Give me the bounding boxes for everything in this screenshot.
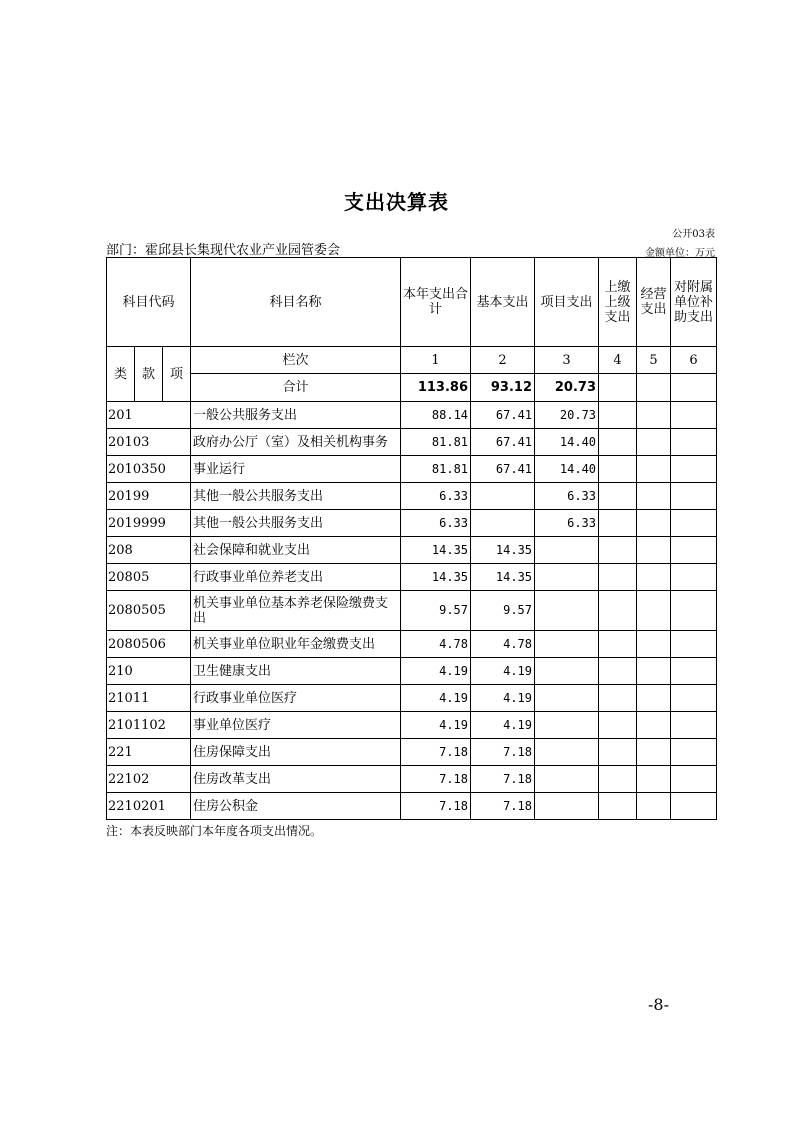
- header-name: 科目名称: [191, 258, 401, 347]
- row-total: 6.33: [401, 483, 471, 510]
- table-row: [107, 564, 717, 591]
- total-label: 合计: [191, 374, 401, 402]
- total-project: 20.73: [535, 374, 599, 402]
- table-row: [107, 591, 717, 631]
- row-code: 20199: [107, 483, 191, 510]
- row-code: 221: [107, 739, 191, 766]
- row-subsidiary: [671, 429, 717, 456]
- row-project: 6.33: [535, 510, 599, 537]
- row-project: 20.73: [535, 402, 599, 429]
- row-project: [535, 537, 599, 564]
- row-total: 81.81: [401, 456, 471, 483]
- row-business: [637, 685, 671, 712]
- row-name: 住房公积金: [191, 793, 401, 820]
- row-subsidiary: [671, 712, 717, 739]
- row-basic: 4.78: [471, 631, 535, 658]
- row-project: 6.33: [535, 483, 599, 510]
- header-xiang: 项: [163, 347, 191, 402]
- row-name: 政府办公厅（室）及相关机构事务: [191, 429, 401, 456]
- row-basic: 4.19: [471, 658, 535, 685]
- table-note: 注：本表反映部门本年度各项支出情况。: [106, 824, 323, 838]
- row-total: 4.19: [401, 712, 471, 739]
- row-name: 行政事业单位养老支出: [191, 564, 401, 591]
- row-project: [535, 766, 599, 793]
- header-upper: 上缴上级支出: [599, 258, 637, 347]
- row-code: 210: [107, 658, 191, 685]
- row-name: 事业运行: [191, 456, 401, 483]
- col-number-4: 4: [599, 347, 637, 374]
- row-name: 一般公共服务支出: [191, 402, 401, 429]
- row-business: [637, 537, 671, 564]
- header-total: 本年支出合计: [401, 258, 471, 347]
- table-row: [107, 402, 717, 429]
- row-subsidiary: [671, 685, 717, 712]
- col-number-6: 6: [671, 347, 717, 374]
- header-row: [107, 258, 717, 347]
- row-business: [637, 456, 671, 483]
- row-code: 21011: [107, 685, 191, 712]
- row-upper: [599, 456, 637, 483]
- row-upper: [599, 591, 637, 631]
- row-upper: [599, 483, 637, 510]
- table-row: [107, 766, 717, 793]
- row-project: [535, 739, 599, 766]
- row-total: 14.35: [401, 537, 471, 564]
- row-name: 行政事业单位医疗: [191, 685, 401, 712]
- row-basic: 67.41: [471, 429, 535, 456]
- header-code: 科目代码: [107, 258, 191, 347]
- table-row: [107, 429, 717, 456]
- expenditure-table: [106, 257, 717, 820]
- row-code: 22102: [107, 766, 191, 793]
- row-basic: 67.41: [471, 456, 535, 483]
- col-number-5: 5: [637, 347, 671, 374]
- row-upper: [599, 402, 637, 429]
- row-total: 9.57: [401, 591, 471, 631]
- row-name: 卫生健康支出: [191, 658, 401, 685]
- row-business: [637, 591, 671, 631]
- row-upper: [599, 766, 637, 793]
- row-basic: [471, 510, 535, 537]
- table-row: [107, 537, 717, 564]
- row-total: 7.18: [401, 793, 471, 820]
- row-basic: 14.35: [471, 564, 535, 591]
- row-business: [637, 658, 671, 685]
- row-name: 其他一般公共服务支出: [191, 510, 401, 537]
- header-project: 项目支出: [535, 258, 599, 347]
- row-basic: 7.18: [471, 766, 535, 793]
- row-name: 事业单位医疗: [191, 712, 401, 739]
- row-total: 7.18: [401, 766, 471, 793]
- row-subsidiary: [671, 537, 717, 564]
- row-total: 81.81: [401, 429, 471, 456]
- row-basic: [471, 483, 535, 510]
- row-total: 7.18: [401, 739, 471, 766]
- department-label: 部门：霍邱县长集现代农业产业园管委会: [106, 243, 341, 258]
- row-total: 6.33: [401, 510, 471, 537]
- table-row: [107, 658, 717, 685]
- row-name: 住房改革支出: [191, 766, 401, 793]
- row-business: [637, 510, 671, 537]
- header-business: 经营支出: [637, 258, 671, 347]
- row-upper: [599, 685, 637, 712]
- row-business: [637, 793, 671, 820]
- row-total: 4.19: [401, 658, 471, 685]
- row-total: 14.35: [401, 564, 471, 591]
- row-code: 2210201: [107, 793, 191, 820]
- total-subsidiary: [671, 374, 717, 402]
- total-business: [637, 374, 671, 402]
- row-project: [535, 712, 599, 739]
- row-basic: 4.19: [471, 685, 535, 712]
- row-upper: [599, 739, 637, 766]
- header-basic: 基本支出: [471, 258, 535, 347]
- table-row: [107, 483, 717, 510]
- row-subsidiary: [671, 402, 717, 429]
- row-name: 机关事业单位职业年金缴费支出: [191, 631, 401, 658]
- row-code: 2019999: [107, 510, 191, 537]
- row-upper: [599, 631, 637, 658]
- row-upper: [599, 793, 637, 820]
- row-subsidiary: [671, 739, 717, 766]
- page-number: -8-: [648, 995, 669, 1014]
- row-project: [535, 564, 599, 591]
- row-total: 88.14: [401, 402, 471, 429]
- row-name: 住房保障支出: [191, 739, 401, 766]
- table-row: [107, 793, 717, 820]
- row-basic: 4.19: [471, 712, 535, 739]
- row-business: [637, 631, 671, 658]
- row-upper: [599, 564, 637, 591]
- row-business: [637, 402, 671, 429]
- row-business: [637, 712, 671, 739]
- row-code: 2080505: [107, 591, 191, 631]
- table-row: [107, 685, 717, 712]
- row-upper: [599, 429, 637, 456]
- row-code: 2080506: [107, 631, 191, 658]
- row-upper: [599, 712, 637, 739]
- row-business: [637, 483, 671, 510]
- table-row: [107, 631, 717, 658]
- row-subsidiary: [671, 483, 717, 510]
- row-project: [535, 685, 599, 712]
- row-code: 2101102: [107, 712, 191, 739]
- row-code: 201: [107, 402, 191, 429]
- row-business: [637, 766, 671, 793]
- row-name: 机关事业单位基本养老保险缴费支出: [191, 591, 401, 631]
- row-project: [535, 658, 599, 685]
- row-subsidiary: [671, 631, 717, 658]
- row-basic: 14.35: [471, 537, 535, 564]
- row-total: 4.19: [401, 685, 471, 712]
- total-amount: 113.86: [401, 374, 471, 402]
- table-row: [107, 510, 717, 537]
- col-number-2: 2: [471, 347, 535, 374]
- header-lanci: 栏次: [191, 347, 401, 374]
- row-total: 4.78: [401, 631, 471, 658]
- header-kuan: 款: [135, 347, 163, 402]
- row-subsidiary: [671, 658, 717, 685]
- row-business: [637, 429, 671, 456]
- row-business: [637, 564, 671, 591]
- total-row: [107, 374, 717, 402]
- total-upper: [599, 374, 637, 402]
- row-name: 其他一般公共服务支出: [191, 483, 401, 510]
- row-upper: [599, 537, 637, 564]
- column-number-row: [107, 347, 717, 374]
- row-subsidiary: [671, 591, 717, 631]
- page-title: 支出决算表: [344, 190, 449, 214]
- row-subsidiary: [671, 564, 717, 591]
- table-row: [107, 739, 717, 766]
- row-code: 20805: [107, 564, 191, 591]
- col-number-3: 3: [535, 347, 599, 374]
- row-basic: 67.41: [471, 402, 535, 429]
- row-code: 2010350: [107, 456, 191, 483]
- row-business: [637, 739, 671, 766]
- row-project: [535, 793, 599, 820]
- row-subsidiary: [671, 766, 717, 793]
- row-basic: 9.57: [471, 591, 535, 631]
- header-lei: 类: [107, 347, 135, 402]
- row-subsidiary: [671, 793, 717, 820]
- row-project: [535, 631, 599, 658]
- row-basic: 7.18: [471, 793, 535, 820]
- row-subsidiary: [671, 510, 717, 537]
- row-code: 20103: [107, 429, 191, 456]
- row-upper: [599, 510, 637, 537]
- table-row: [107, 456, 717, 483]
- header-subsidiary: 对附属单位补助支出: [671, 258, 717, 347]
- row-name: 社会保障和就业支出: [191, 537, 401, 564]
- row-basic: 7.18: [471, 739, 535, 766]
- row-upper: [599, 658, 637, 685]
- row-project: [535, 591, 599, 631]
- row-subsidiary: [671, 456, 717, 483]
- form-number: 公开03表: [672, 229, 715, 240]
- col-number-1: 1: [401, 347, 471, 374]
- row-project: 14.40: [535, 429, 599, 456]
- row-code: 208: [107, 537, 191, 564]
- total-basic: 93.12: [471, 374, 535, 402]
- unit-label: 金额单位：万元: [645, 248, 715, 259]
- row-project: 14.40: [535, 456, 599, 483]
- table-row: [107, 712, 717, 739]
